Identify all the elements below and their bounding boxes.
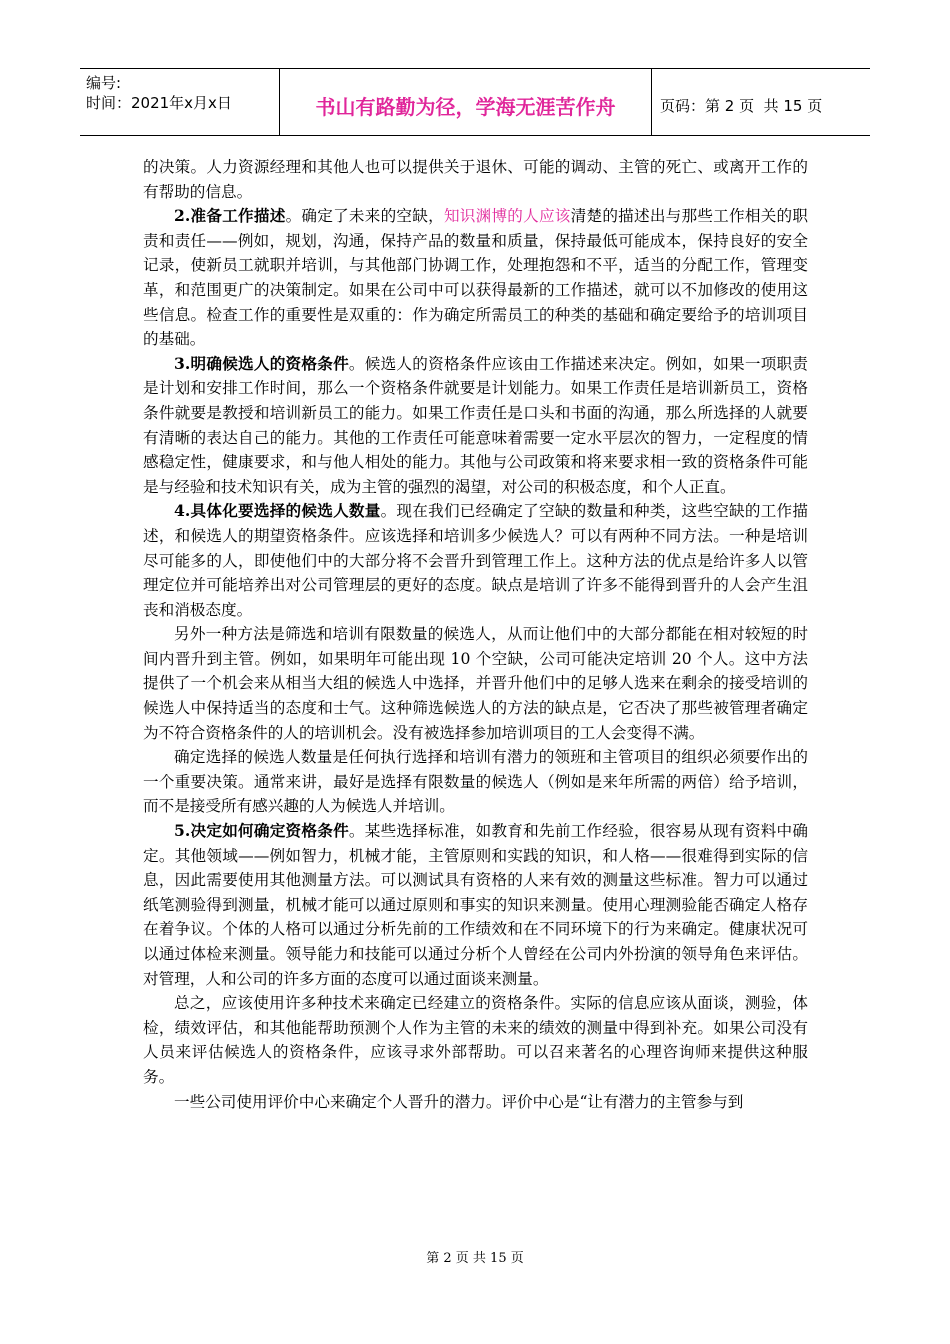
page-header bbox=[80, 68, 870, 136]
header-motto: 书山有路勤为径，学海无涯苦作舟 bbox=[280, 69, 652, 135]
section-number: 3. bbox=[174, 353, 191, 373]
paragraph-text: 清楚的描述出与那些工作相关的职责和责任——例如，规划，沟通，保持产品的数量和质量，保持最低可能成本，保持良好的安全记录，使新员工就职并培训，与其他部门协调工作，处理抱怨和不平，适当的分配工作，管理变革，和范围更广的决策制定。如果在公司中可以获得最新的工作描述，就可以不加修改的使用这些信息。检查工作的重要性是双重的：作为确定所需员工的种类的基础和确定要给予的培训项目的基础。 bbox=[143, 207, 808, 349]
page-footer: 第 2 页 共 15 页 bbox=[426, 1251, 524, 1266]
header-meta bbox=[80, 69, 280, 135]
section-heading: 准备工作描述 bbox=[190, 206, 286, 226]
paragraph bbox=[143, 622, 808, 745]
paragraph-text: 。现在我们已经确定了空缺的数量和种类，这些空缺的工作描述，和候选人的期望资格条件。应该选择和培训多少候选人？可以有两种不同方法。一种是培训尽可能多的人，即使他们中的大部分将不会晋升到管理工作上。这种方法的优点是给许多人以管理定位并可能培养出对公司管理层的更好的态度。缺点是培训了许多不能得到晋升的人会产生沮丧和消极态度。 bbox=[143, 502, 808, 619]
paragraph bbox=[143, 155, 808, 204]
section-number: 2. bbox=[174, 206, 191, 226]
section-heading: 具体化要选择的候选人数量 bbox=[190, 501, 381, 521]
highlighted-text: 知识渊博的人应该 bbox=[443, 207, 571, 226]
paragraph bbox=[143, 991, 808, 1089]
paragraph bbox=[143, 745, 808, 819]
section-number: 4. bbox=[174, 501, 191, 521]
paragraph-text: 。候选人的资格条件应该由工作描述来决定。例如，如果一项职责是计划和安排工作时间，那么一个资格条件就要是计划能力。如果工作责任是培训新员工，资格条件就要是教授和培训新员工的能力。如果工作责任是口头和书面的沟通，那么所选择的人就要有清晰的表达自己的能力。其他的工作责任可能意味着需要一定水平层次的智力，一定程度的情感稳定性，健康要求，和与他人相处的能力。其他与公司政策和将来要求相一致的资格条件可能是与经验和技术知识有关，成为主管的强烈的渴望，对公司的积极态度，和个人正直。 bbox=[143, 354, 808, 496]
document-body bbox=[143, 155, 808, 1114]
paragraph bbox=[143, 819, 808, 991]
paragraph-text: 的决策。人力资源经理和其他人也可以提供关于退休、可能的调动、主管的死亡、或离开工作的有帮助的信息。 bbox=[143, 158, 808, 201]
document-time-label: 时间：2021年x月x日 bbox=[86, 94, 232, 112]
paragraph bbox=[143, 1090, 808, 1115]
document-number-label: 编号: bbox=[86, 74, 122, 92]
paragraph-text: 另外一种方法是筛选和培训有限数量的候选人，从而让他们中的大部分都能在相对较短的时间内晋升到主管。例如，如果明年可能出现 10 个空缺，公司可能决定培训 20 个人。这中方法提供了一个机会来从相当大组的候选人中选择，并晋升他们中的足够人选来在剩余的接受培训的候选人中保持适当的态度和士气。这种筛选候选人的方法的缺点是，它否决了那些被管理者确定为不符合资格条件的人的培训机会。没有被选择参加培训项目的工人会变得不满。 bbox=[143, 625, 808, 742]
paragraph bbox=[143, 352, 808, 500]
paragraph bbox=[143, 204, 808, 352]
paragraph-text: 确定选择的候选人数量是任何执行选择和培训有潜力的领班和主管项目的组织必须要作出的一个重要决策。通常来讲，最好是选择有限数量的候选人（例如是来年所需的两倍）给予培训，而不是接受所有感兴趣的人为候选人并培训。 bbox=[143, 748, 808, 816]
paragraph-text: 一些公司使用评价中心来确定个人晋升的潜力。评价中心是“让有潜力的主管参与到 bbox=[174, 1092, 744, 1111]
header-page-info bbox=[652, 69, 870, 135]
paragraph-text: 。某些选择标准，如教育和先前工作经验，很容易从现有资料中确定。其他领域——例如智力，机械才能，主管原则和实践的知识，和人格——很难得到实际的信息，因此需要使用其他测量方法。可以测试具有资格的人来有效的测量这些标准。智力可以通过纸笔测验得到测量，机械才能可以通过原则和事实的知识来测量。使用心理测验能否确定人格存在着争议。个体的人格可以通过分析先前的工作绩效和在不同环境下的行为来确定。健康状况可以通过体检来测量。领导能力和技能可以通过分析个人曾经在公司内外扮演的领导角色来评估。对管理，人和公司的许多方面的态度可以通过面谈来测量。 bbox=[143, 822, 808, 988]
section-heading: 明确候选人的资格条件 bbox=[190, 353, 349, 373]
section-heading: 决定如何确定资格条件 bbox=[190, 821, 349, 841]
paragraph-text: 总之，应该使用许多种技术来确定已经建立的资格条件。实际的信息应该从面谈，测验，体检，绩效评估，和其他能帮助预测个人作为主管的未来的绩效的测量中得到补充。如果公司没有人员来评估候选人的资格条件，应该寻求外部帮助。可以召来著名的心理咨询师来提供这种服务。 bbox=[143, 994, 808, 1086]
paragraph bbox=[143, 499, 808, 622]
paragraph-text: 。确定了未来的空缺， bbox=[285, 207, 444, 226]
section-number: 5. bbox=[174, 821, 191, 841]
page-number-label: 页码：第 2 页 共 15 页 bbox=[660, 96, 823, 115]
